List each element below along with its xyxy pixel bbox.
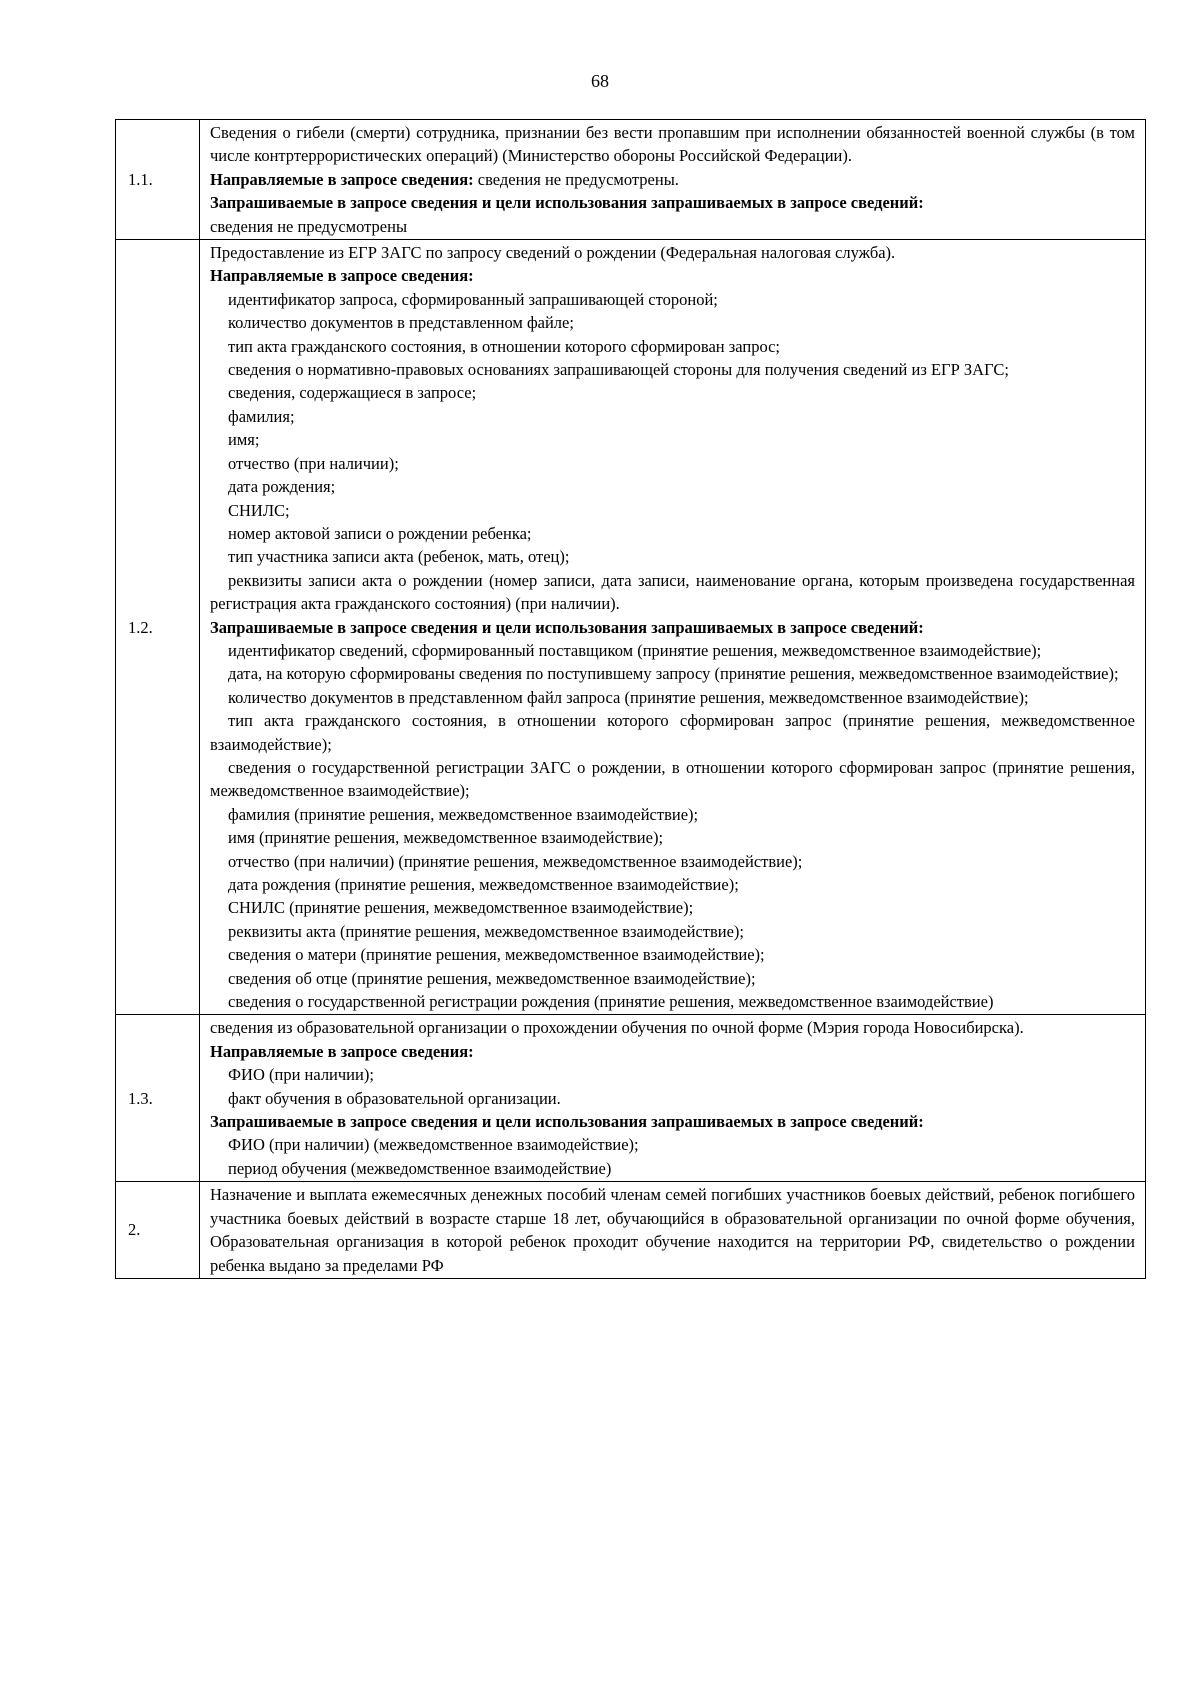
paragraph: Назначение и выплата ежемесячных денежных пособий членам семей погибших участников боевых действий, ребенок погибшего участника боевых действий в возрасте старше 18 лет, обучающийся в образовательной организации по очной форме обучения, Образовательная организация в которой ребенок проходит обучение находится на территории РФ, свидетельство о рождении ребенка выдано за пределами РФ xyxy=(210,1185,1135,1275)
list-item: период обучения (межведомственное взаимодействие) xyxy=(228,1158,612,1178)
list-item: дата рождения (принятие решения, межведомственное взаимодействие); xyxy=(228,875,739,894)
list-item: сведения о матери (принятие решения, межведомственное взаимодействие); xyxy=(228,945,765,965)
section-heading: Запрашиваемые в запросе сведения и цели использования запрашиваемых в запросе сведений: xyxy=(210,1112,924,1132)
paragraph: сведения из образовательной организации о прохождении обучения по очной форме (Мэрия города Новосибирска). xyxy=(210,1018,1024,1038)
list-item: имя; xyxy=(228,430,260,450)
list-item: сведения о государственной регистрации ЗАГС о рождении, в отношении которого сформирован запрос (принятие решения, межведомственное взаимодействие); xyxy=(210,757,1135,801)
list-item: идентификатор запроса, сформированный запрашивающей стороной; xyxy=(228,289,718,309)
table-row xyxy=(116,1015,1146,1182)
list-item: имя (принятие решения, межведомственное взаимодействие); xyxy=(228,828,664,848)
list-item: фамилия (принятие решения, межведомственное взаимодействие); xyxy=(228,804,699,824)
list-item: ФИО (при наличии); xyxy=(228,1065,374,1085)
section-heading: Запрашиваемые в запросе сведения и цели использования запрашиваемых в запросе сведений: xyxy=(210,617,924,637)
table-body xyxy=(116,120,1146,1279)
list-item: тип акта гражданского состояния, в отношении которого сформирован запрос; xyxy=(228,336,781,356)
row-content-cell xyxy=(200,1015,1146,1182)
list-item: отчество (при наличии); xyxy=(228,453,399,473)
list-item: СНИЛС; xyxy=(228,500,290,520)
list-item: тип участника записи акта (ребенок, мать, отец); xyxy=(228,547,570,567)
list-item: СНИЛС (принятие решения, межведомственное взаимодействие); xyxy=(228,898,694,918)
section-heading: Направляемые в запросе сведения: xyxy=(210,169,474,189)
section-heading: Запрашиваемые в запросе сведения и цели использования запрашиваемых в запросе сведений: xyxy=(210,193,924,213)
section-heading: Направляемые в запросе сведения: xyxy=(210,1041,474,1061)
list-item: тип акта гражданского состояния, в отношении которого сформирован запрос (принятие решения, межведомственное взаимодействие); xyxy=(210,711,1135,754)
list-item: факт обучения в образовательной организации. xyxy=(228,1088,561,1108)
row-content-cell xyxy=(200,1182,1146,1279)
list-item: дата, на которую сформированы сведения по поступившему запросу (принятие решения, межведомственное взаимодействие); xyxy=(228,664,1119,684)
row-number-cell: 1.2. xyxy=(116,240,200,1015)
list-item: количество документов в представленном файле; xyxy=(228,313,574,333)
mixed-line xyxy=(210,168,1135,191)
list-item: отчество (при наличии) (принятие решения, межведомственное взаимодействие); xyxy=(228,851,803,871)
table-row xyxy=(116,120,1146,240)
requirements-table xyxy=(115,119,1146,1279)
list-item: дата рождения; xyxy=(228,477,336,497)
list-item: реквизиты записи акта о рождении (номер записи, дата записи, наименование органа, которым произведена государственная регистрация акта гражданского состояния) (при наличии). xyxy=(210,570,1135,614)
section-value: сведения не предусмотрены. xyxy=(473,169,679,189)
list-item: сведения о государственной регистрации рождения (принятие решения, межведомственное взаимодействие) xyxy=(228,992,994,1012)
list-item: количество документов в представленном файл запроса (принятие решения, межведомственное взаимодействие); xyxy=(228,687,1029,707)
paragraph: Сведения о гибели (смерти) сотрудника, признании без вести пропавшим при исполнении обязанностей военной службы (в том числе контртеррористических операций) (Министерство обороны Российской Федерации). xyxy=(210,123,1135,166)
row-content-cell xyxy=(200,240,1146,1015)
section-heading: Направляемые в запросе сведения: xyxy=(210,266,474,286)
list-item: сведения о нормативно-правовых основаниях запрашивающей стороны для получения сведений из ЕГР ЗАГС; xyxy=(228,360,1009,380)
table-row xyxy=(116,240,1146,1015)
row-number-cell: 2. xyxy=(116,1182,200,1279)
row-content-cell xyxy=(200,120,1146,240)
paragraph: сведения не предусмотрены xyxy=(210,216,408,236)
paragraph: Предоставление из ЕГР ЗАГС по запросу сведений о рождении (Федеральная налоговая служба). xyxy=(210,243,896,263)
list-item: номер актовой записи о рождении ребенка; xyxy=(228,523,532,543)
list-item: идентификатор сведений, сформированный поставщиком (принятие решения, межведомственное взаимодействие); xyxy=(228,640,1042,660)
list-item: сведения, содержащиеся в запросе; xyxy=(228,383,477,403)
list-item: фамилия; xyxy=(228,406,295,426)
row-number-cell: 1.3. xyxy=(116,1015,200,1182)
table-row xyxy=(116,1182,1146,1279)
page-number: 68 xyxy=(591,71,609,91)
list-item: реквизиты акта (принятие решения, межведомственное взаимодействие); xyxy=(228,921,745,941)
list-item: сведения об отце (принятие решения, межведомственное взаимодействие); xyxy=(228,968,756,988)
row-number-cell: 1.1. xyxy=(116,120,200,240)
list-item: ФИО (при наличии) (межведомственное взаимодействие); xyxy=(228,1135,639,1155)
